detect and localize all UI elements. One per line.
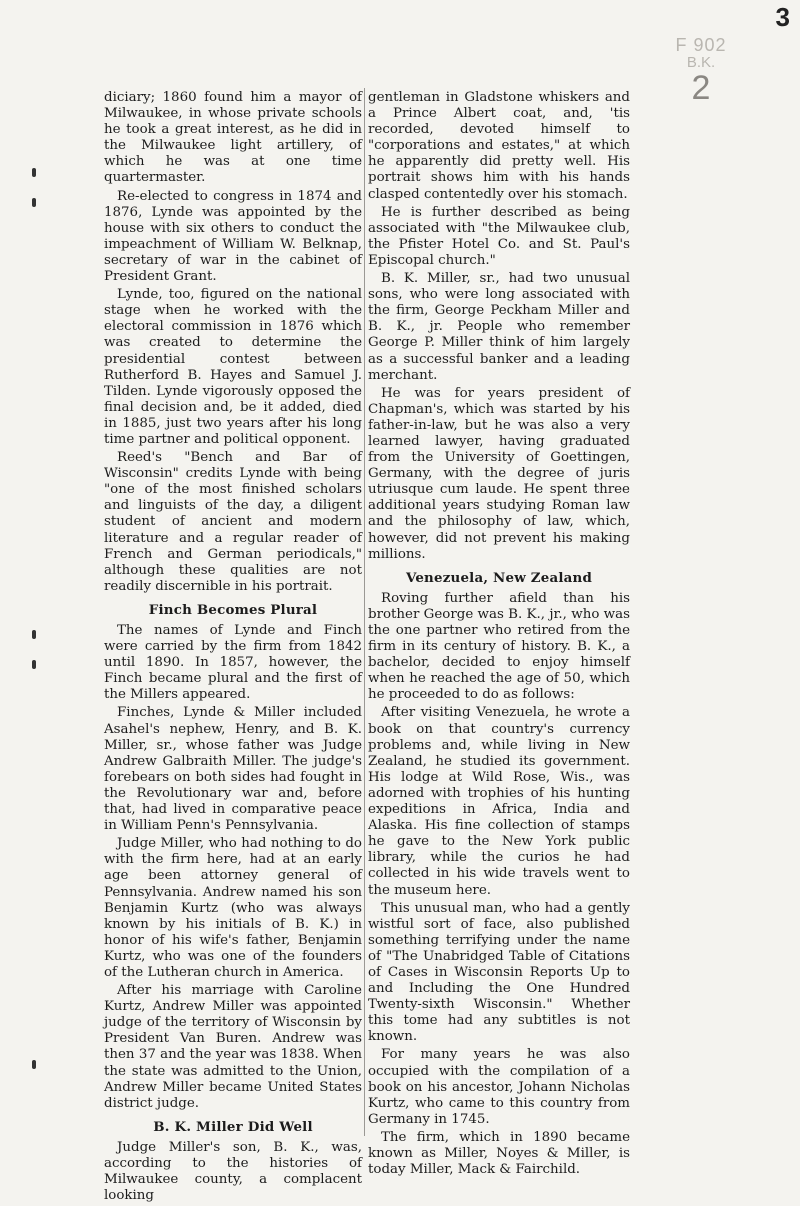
margin-bullet xyxy=(32,660,36,669)
pencil-annotation-line-1: F 902 xyxy=(675,35,727,55)
paragraph: He is further described as being associated with "the Milwaukee club, the Pfister Hotel Co. and St. Paul's Episcopal church." xyxy=(368,204,630,268)
corner-page-mark: 3 xyxy=(775,2,790,32)
pencil-annotation-line-2: B.K. xyxy=(686,53,716,71)
paragraph: Roving further afield than his brother George was B. K., jr., who was the one partner who retired from the firm in its century of history. B. K., a bachelor, decided to enjoy himself when he reached the age of 50, which he proceeded to do as follows: xyxy=(368,590,630,703)
paragraph: Finches, Lynde & Miller included Asahel's nephew, Henry, and B. K. Miller, sr., whose father was Judge Andrew Galbraith Miller. The judge's forebears on both sides had fought in the Revolutionary war and, before that, had lived in comparative peace in William Penn's Pennsylvania. xyxy=(104,705,362,834)
paragraph: Judge Miller's son, B. K., was, according to the histories of Milwaukee county, a complacent looking xyxy=(104,1139,362,1204)
paragraph: Reed's "Bench and Bar of Wisconsin" credits Lynde with being "one of the most finished scholars and linguists of the day, a diligent student of ancient and modern literature and a regular reader of French and German periodicals," although these qualities are not readily discernible in his portrait. xyxy=(104,450,362,594)
paragraph: B. K. Miller, sr., had two unusual sons, who were long associated with the firm, George Peckham Miller and B. K., jr. People who remember George P. Miller think of him largely as a successful banker and a leading merchant. xyxy=(368,271,630,383)
pencil-annotation xyxy=(662,36,740,106)
section-heading-finch: Finch Becomes Plural xyxy=(148,601,318,618)
paragraph: After visiting Venezuela, he wrote a book on that country's currency problems and, while living in New Zealand, he studied its government. His lodge at Wild Rose, Wis., was adorned with trophies of his hunting expeditions in Africa, India and Alaska. His fine collection of stamps he gave to the New York public library, while the curios he had collected in his wide travels went to the museum here. xyxy=(368,705,630,898)
paragraph: gentleman in Gladstone whiskers and a Prince Albert coat, and, 'tis recorded, devoted himself to "corporations and estates," at which he apparently did pretty well. His portrait shows him with his hands clasped contentedly over his stomach. xyxy=(368,90,630,202)
paragraph: Lynde, too, figured on the national stage when he worked with the electoral commission in 1876 which was created to determine the presidential contest between Rutherford B. Hayes and Samuel J. Tilden. Lynde vigorously opposed the final decision and, be it added, died in 1885, just two years after his long time partner and political opponent. xyxy=(104,287,362,447)
column-divider xyxy=(364,88,365,1136)
margin-bullet xyxy=(32,630,36,639)
margin-bullet xyxy=(32,168,36,177)
article-column-left xyxy=(104,90,362,1206)
paragraph: This unusual man, who had a gently wistful sort of face, also published something terrifying under the name of "The Unabridged Table of Citations of Cases in Wisconsin Reports Up to and Including the One Hundred Twenty-sixth Wisconsin." Whether this tome had any subtitles is not known. xyxy=(368,900,630,1045)
pencil-annotation-line-3: 2 xyxy=(691,68,711,107)
paragraph: The firm, which in 1890 became known as Miller, Noyes & Miller, is today Miller, Mack & Fairchild. xyxy=(368,1129,630,1178)
paragraph: After his marriage with Caroline Kurtz, Andrew Miller was appointed judge of the territory of Wisconsin by President Van Buren. Andrew was then 37 and the year was 1838. When the state was admitted to the Union, Andrew Miller became United States district judge. xyxy=(104,983,362,1111)
paragraph: diciary; 1860 found him a mayor of Milwaukee, in whose private schools he took a great interest, as he did in the Milwaukee light artillery, of which he was at one time quartermaster. xyxy=(104,90,362,186)
section-heading-bk-miller: B. K. Miller Did Well xyxy=(153,1118,313,1135)
paragraph: The names of Lynde and Finch were carried by the firm from 1842 until 1890. In 1857, however, the Finch became plural and the first of the Millers appeared. xyxy=(104,623,362,703)
paragraph: For many years he was also occupied with the compilation of a book on his ancestor, Johann Nicholas Kurtz, who came to this country from Germany in 1745. xyxy=(368,1047,630,1127)
margin-bullet xyxy=(32,198,36,207)
paragraph: Re-elected to congress in 1874 and 1876, Lynde was appointed by the house with six others to conduct the impeachment of William W. Belknap, secretary of war in the cabinet of President Grant. xyxy=(104,188,362,285)
article-column-right xyxy=(368,90,630,1180)
section-heading-venezuela: Venezuela, New Zealand xyxy=(405,569,593,586)
margin-bullet xyxy=(32,1060,36,1069)
paragraph: Judge Miller, who had nothing to do with the firm here, had at an early age been attorney general of Pennsylvania. Andrew named his son Benjamin Kurtz (who was always known by his initials of B. K.) in honor of his wife's father, Benjamin Kurtz, who was one of the founders of the Lutheran church in America. xyxy=(104,836,362,980)
paragraph: He was for years president of Chapman's, which was started by his father-in-law, but he was also a very learned lawyer, having graduated from the University of Goettingen, Germany, with the degree of juris utriusque cum laude. He spent three additional years studying Roman law and the philosophy of law, which, however, did not prevent his making millions. xyxy=(368,385,630,562)
